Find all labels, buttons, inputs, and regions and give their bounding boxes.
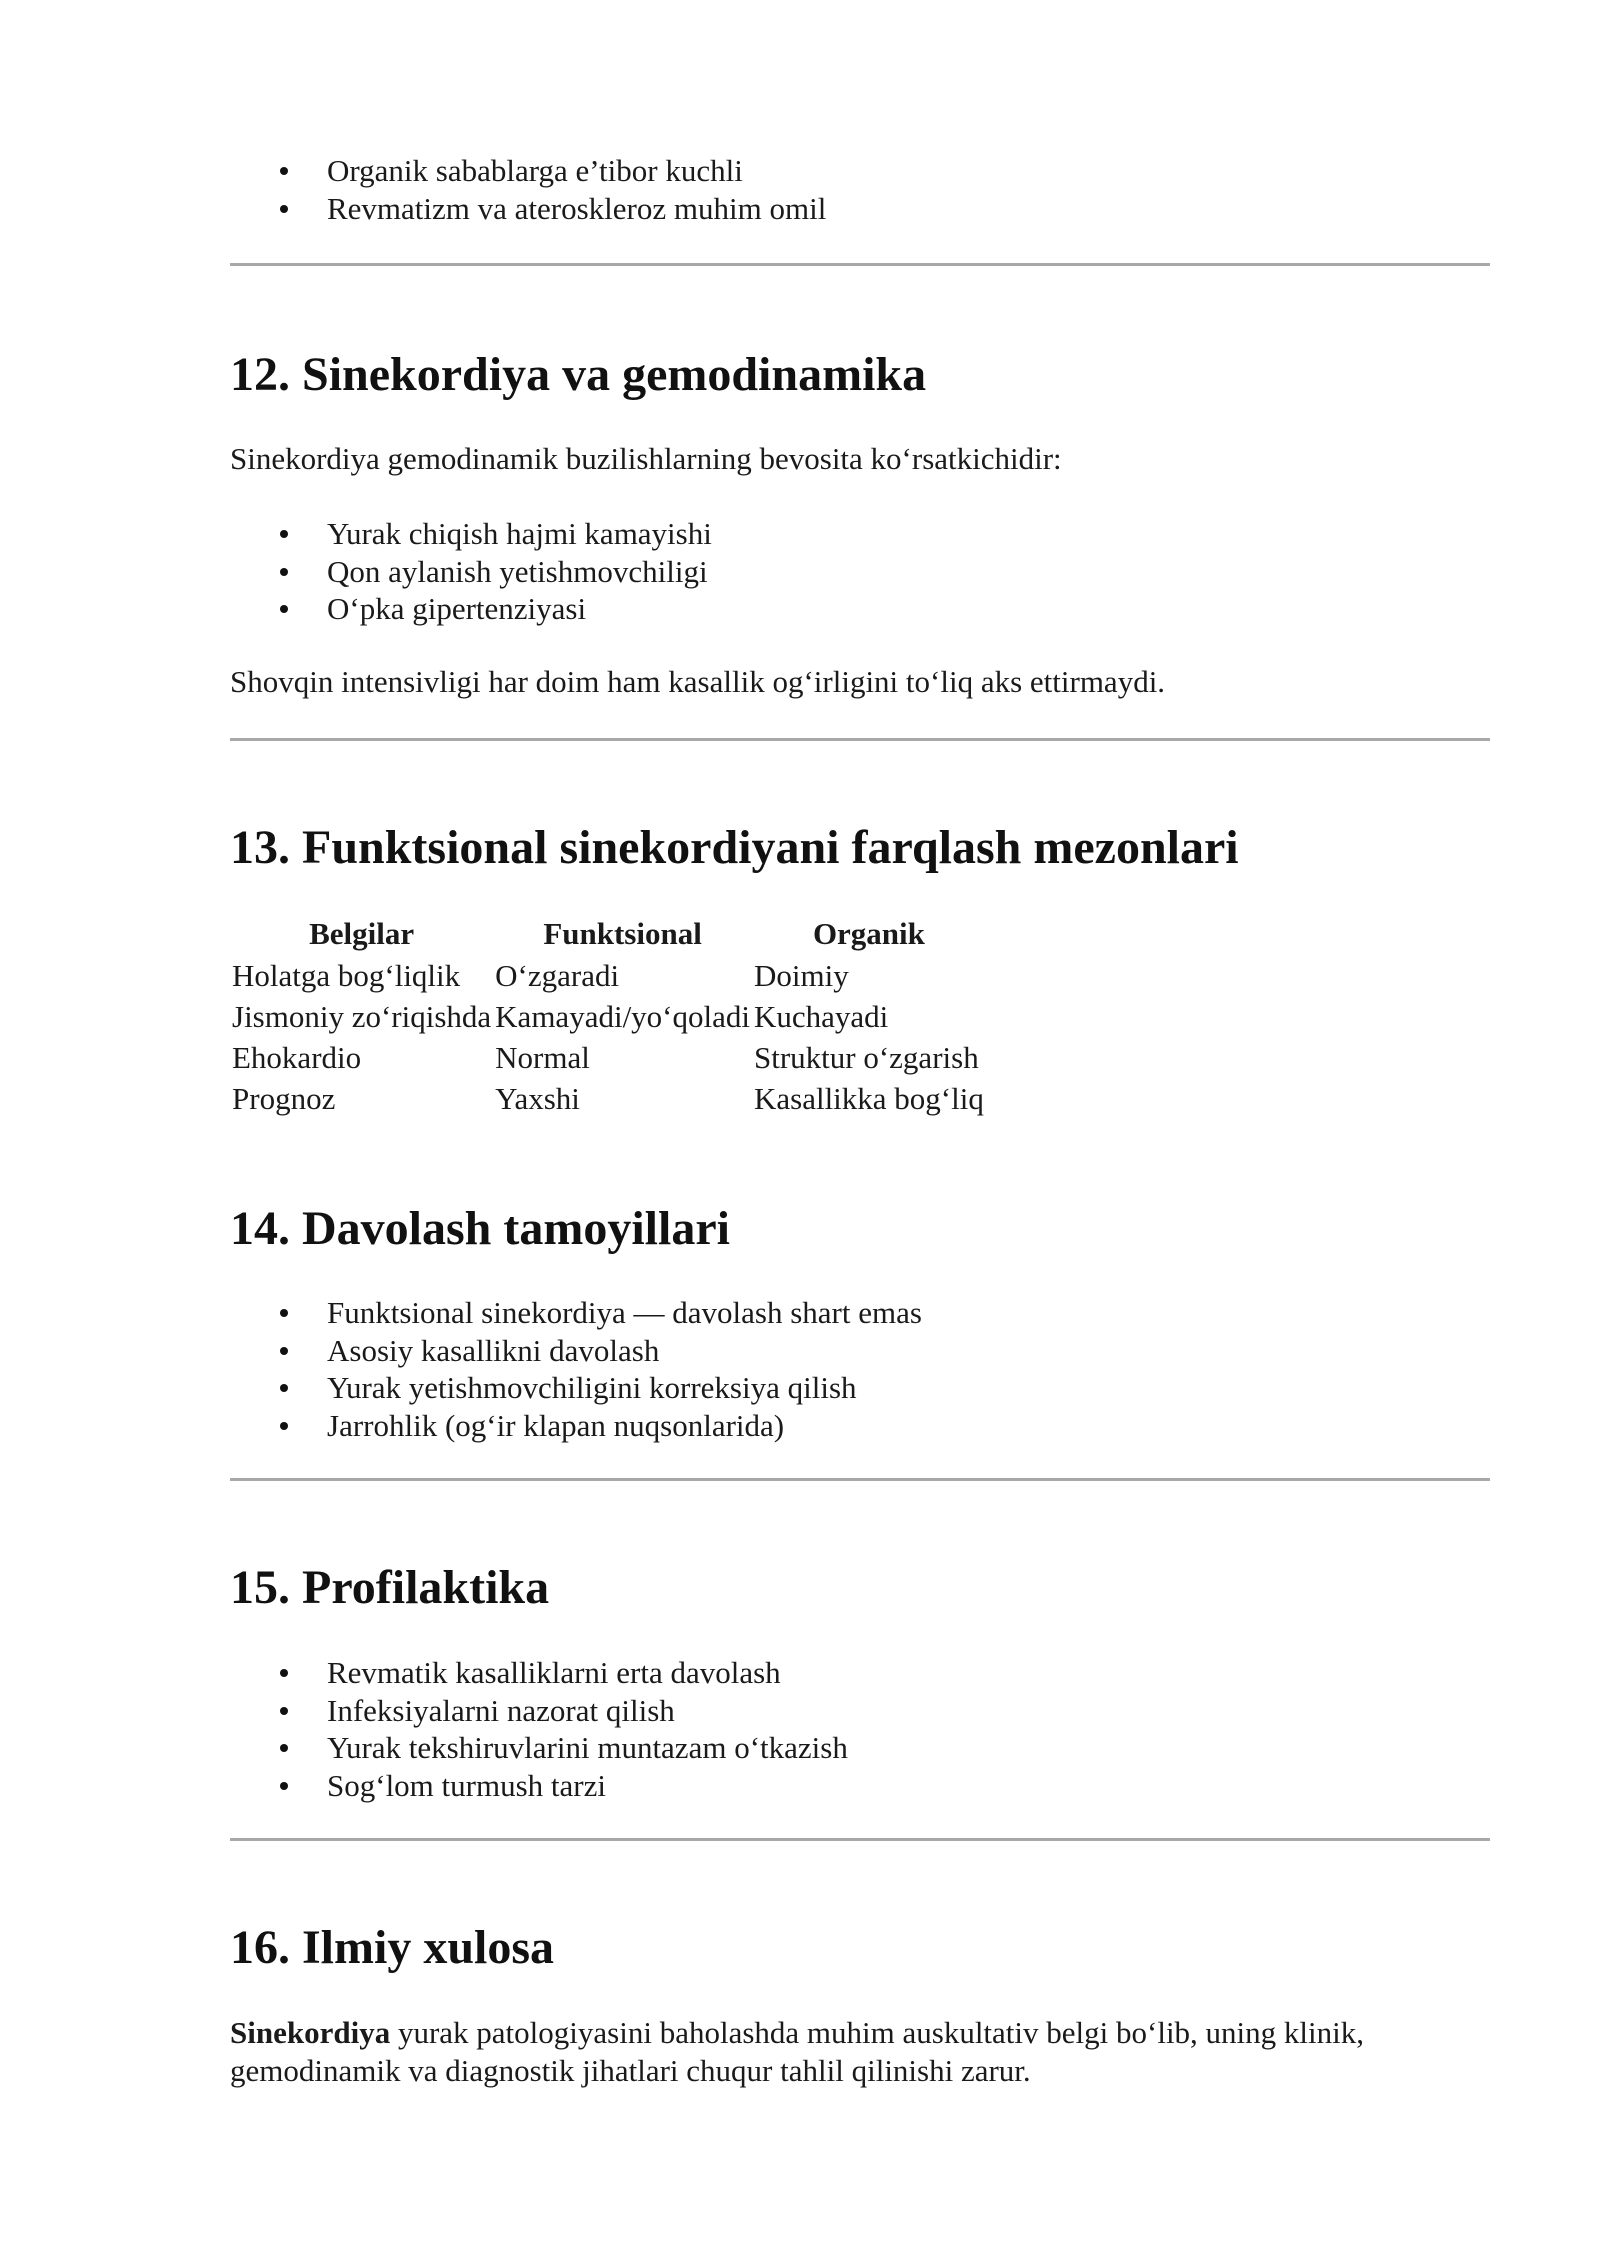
list-item: Qon aylanish yetishmovchiligi <box>230 553 712 591</box>
list-item: Sog‘lom turmush tarzi <box>230 1767 848 1805</box>
section-divider <box>230 738 1490 741</box>
list-item: Asosiy kasallikni davolash <box>230 1332 922 1370</box>
section-12-heading: 12. Sinekordiya va gemodinamika <box>230 348 927 401</box>
section-14-list <box>230 1294 922 1444</box>
list-item: Funktsional sinekordiya — davolash shart emas <box>230 1294 922 1332</box>
section-12-note: Shovqin intensivligi har doim ham kasallik og‘irligini to‘liq aks ettirmaydi. <box>230 664 1166 699</box>
table-header-row <box>230 912 986 955</box>
list-item: Yurak tekshiruvlarini muntazam o‘tkazish <box>230 1729 848 1767</box>
table-cell: Ehokardio <box>232 1040 362 1075</box>
table-cell: Kasallikka bog‘liq <box>753 1081 984 1116</box>
section-14-heading: 14. Davolash tamoyillari <box>230 1202 730 1255</box>
bold-term: Sinekordiya <box>230 2015 391 2050</box>
table-header-cell: Organik <box>812 916 925 951</box>
table-header-cell: Belgilar <box>309 916 415 951</box>
section-13-heading: 13. Funktsional sinekordiyani farqlash mezonlari <box>230 821 1239 874</box>
table-row <box>230 955 986 996</box>
table-row <box>230 1037 986 1078</box>
table-cell: Yaxshi <box>495 1081 580 1116</box>
list-item: Yurak chiqish hajmi kamayishi <box>230 515 712 553</box>
list-item: O‘pka gipertenziyasi <box>230 590 712 628</box>
paragraph-line-2: gemodinamik va diagnostik jihatlari chuqur tahlil qilinishi zarur. <box>230 2052 1031 2088</box>
table-cell: Struktur o‘zgarish <box>753 1040 979 1075</box>
intro-bullet-list <box>230 152 826 227</box>
section-divider <box>230 1838 1490 1841</box>
section-divider <box>230 263 1490 266</box>
table-row <box>230 996 986 1037</box>
table-cell: O‘zgaradi <box>495 958 620 993</box>
section-divider <box>230 1478 1490 1481</box>
list-item: Revmatizm va ateroskleroz muhim omil <box>230 190 826 228</box>
table-cell: Jismoniy zo‘riqishda <box>232 999 492 1034</box>
table-cell: Prognoz <box>232 1081 336 1116</box>
paragraph-text: yurak patologiyasini baholashda muhim auskultativ belgi bo‘lib, uning klinik, <box>390 2015 1365 2050</box>
list-item: Revmatik kasalliklarni erta davolash <box>230 1654 848 1692</box>
section-15-heading: 15. Profilaktika <box>230 1561 550 1614</box>
paragraph-line-1 <box>230 2014 1364 2052</box>
list-item: Yurak yetishmovchiligini korreksiya qilish <box>230 1369 922 1407</box>
section-16-paragraph <box>230 2014 1364 2089</box>
table-row <box>230 1078 986 1119</box>
list-item: Infeksiyalarni nazorat qilish <box>230 1692 848 1730</box>
table-cell: Doimiy <box>753 958 849 993</box>
table-header-cell: Funktsional <box>543 916 702 951</box>
section-15-list <box>230 1654 848 1804</box>
table-cell: Kuchayadi <box>753 999 889 1034</box>
table-cell: Kamayadi/yo‘qoladi <box>495 999 750 1034</box>
section-12-lead: Sinekordiya gemodinamik buzilishlarning bevosita ko‘rsatkichidir: <box>230 441 1062 476</box>
table-cell: Holatga bog‘liqlik <box>232 958 461 993</box>
list-item: Jarrohlik (og‘ir klapan nuqsonlarida) <box>230 1407 922 1445</box>
section-16-heading: 16. Ilmiy xulosa <box>230 1921 555 1974</box>
list-item: Organik sabablarga e’tibor kuchli <box>230 152 826 190</box>
criteria-table <box>230 912 986 1119</box>
section-12-list <box>230 515 712 628</box>
table-cell: Normal <box>495 1040 590 1075</box>
